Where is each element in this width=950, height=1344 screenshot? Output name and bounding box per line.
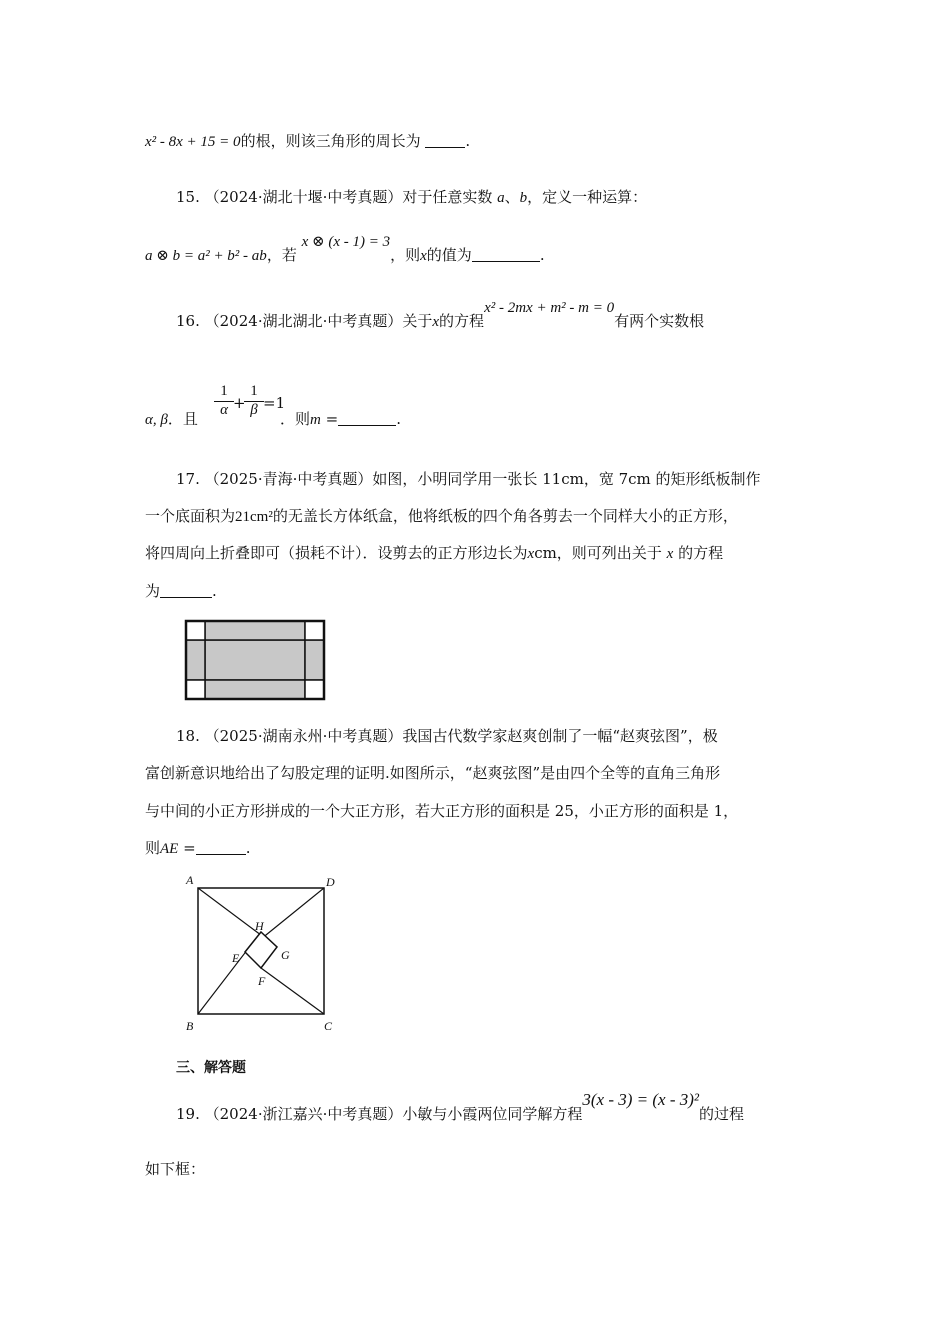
p17-line2 — [145, 505, 738, 528]
p17-corner-br — [305, 680, 324, 699]
p18-number: 18. — [176, 727, 200, 745]
p17-end: . — [212, 582, 217, 600]
p17-corner-tr — [305, 621, 324, 640]
p14-end: . — [465, 132, 471, 150]
p17-figure — [184, 619, 326, 701]
p17-line3 — [145, 542, 723, 565]
p14-answer-blank[interactable] — [425, 131, 465, 148]
p16-frac2-den: β — [250, 402, 258, 418]
p17-area: 21cm² — [235, 509, 273, 525]
p15-answer-blank[interactable] — [472, 245, 540, 262]
section3-title: 三、解答题 — [176, 1060, 246, 1076]
p18-line2: 富创新意识地给出了勾股定理的证明.如图所示，“赵爽弦图”是由四个全等的直角三角形 — [145, 764, 721, 782]
p17-text3c: 的方程 — [678, 544, 724, 562]
p18-line1 — [176, 725, 718, 747]
p16-fraction-1 — [214, 383, 234, 418]
p16-answer-blank[interactable] — [338, 409, 396, 426]
p18-end: . — [245, 839, 251, 857]
p18-line4 — [145, 837, 250, 860]
p18-label-f: F — [258, 974, 266, 988]
p15-condition: x ⊗ (x - 1) = 3 — [301, 234, 391, 250]
p16-ze: ．则 — [280, 410, 311, 428]
p19-line2: 如下框： — [145, 1160, 206, 1178]
p17-top-flap — [205, 621, 305, 640]
p16-number: 16. — [176, 312, 200, 330]
p16-line1 — [176, 300, 705, 333]
p15-ask1: ，则 — [390, 246, 421, 264]
p16-frac1-den: α — [220, 402, 228, 418]
p15-text2: ，定义一种运算： — [527, 188, 648, 206]
p17-left-flap — [186, 640, 205, 680]
p18-label-g: G — [281, 948, 290, 962]
p15-ruo: ，若 — [266, 246, 297, 264]
p15-sep: 、 — [504, 188, 520, 206]
p16-eqm: = — [325, 410, 339, 428]
p17-text1: 如图，小明同学用一张长 11cm，宽 7cm 的矩形纸板制作 — [372, 470, 761, 488]
p16-end: . — [396, 410, 401, 428]
p18-source: （2025·湖南永州·中考真题） — [204, 727, 403, 745]
p14-text: 的根，则该三角形的周长为 — [240, 132, 421, 150]
p17-text4: 为 — [145, 582, 161, 600]
p15-end: . — [539, 246, 545, 264]
p15-var-a: a — [497, 190, 505, 206]
p16-frac2-num: 1 — [250, 383, 258, 399]
p18-text4a: 则 — [145, 839, 161, 857]
p19-text1b: 的过程 — [699, 1105, 745, 1123]
p15-text1: 对于任意实数 — [402, 188, 493, 206]
p19-source: （2024·浙江嘉兴·中考真题） — [204, 1105, 403, 1123]
p19-text1: 小敏与小霞两位同学解方程 — [402, 1105, 583, 1123]
p16-roots: α, β — [145, 412, 168, 428]
p17-var-x2: x — [666, 546, 674, 562]
p19-number: 19. — [176, 1105, 200, 1123]
p15-number: 15. — [176, 188, 200, 206]
p15-definition: a ⊗ b = a² + b² - ab — [145, 248, 267, 264]
p17-corner-bl — [186, 680, 205, 699]
p18-line3: 与中间的小正方形拼成的一个大正方形，若大正方形的面积是 25，小正方形的面积是 1， — [145, 802, 739, 820]
p16-plus: + — [233, 394, 246, 412]
p17-line4 — [145, 580, 217, 602]
p18-figure — [182, 872, 342, 1034]
p18-eq: = — [183, 839, 196, 857]
p16-equation: x² - 2mx + m² - m = 0 — [484, 300, 615, 316]
p18-label-a: A — [186, 873, 194, 887]
p18-label-h: H — [255, 919, 264, 933]
p18-label-d: D — [326, 875, 335, 889]
p19-equation: 3(x - 3) = (x - 3)² — [582, 1090, 700, 1109]
p14-line — [145, 130, 470, 153]
p18-text1: 我国古代数学家赵爽创制了一幅“赵爽弦图”，极 — [402, 727, 718, 745]
p16-var-m: m — [310, 412, 321, 428]
p15-var-b: b — [519, 190, 528, 206]
p15-source: （2024·湖北十堰·中考真题） — [204, 188, 403, 206]
p17-text2b: 的无盖长方体纸盒，他将纸板的四个角各剪去一个同样大小的正方形， — [272, 507, 738, 525]
p18-small-square — [245, 932, 277, 968]
p16-eq1: =1 — [263, 394, 286, 412]
p17-answer-blank[interactable] — [160, 581, 212, 598]
p16-line2-tail — [280, 408, 401, 431]
p18-label-c: C — [324, 1019, 333, 1033]
p17-line1 — [176, 468, 761, 490]
p14-equation: x² - 8x + 15 = 0 — [145, 134, 241, 150]
p17-right-flap — [305, 640, 324, 680]
p15-line2 — [145, 234, 545, 267]
p16-line2 — [145, 408, 198, 431]
p15-line1 — [176, 186, 647, 209]
p16-text3: 有两个实数根 — [614, 312, 705, 330]
p15-var-x: x — [420, 248, 427, 264]
p16-text2: 的方程 — [439, 312, 485, 330]
p17-source: （2025·青海·中考真题） — [204, 470, 373, 488]
p17-number: 17. — [176, 470, 200, 488]
p16-source: （2024·湖北湖北·中考真题） — [204, 312, 403, 330]
p18-ae: AE — [160, 841, 179, 857]
p17-base-rect — [205, 640, 305, 680]
p17-bottom-flap — [205, 680, 305, 699]
p16-qie: ．且 — [167, 410, 198, 428]
p15-ask2: 的值为 — [426, 246, 472, 264]
p17-var-x1: x — [527, 546, 535, 562]
p16-var-x: x — [432, 314, 440, 330]
p18-label-e: E — [232, 951, 240, 965]
p17-text3a: 将四周向上折叠即可（损耗不计）．设剪去的正方形边长为 — [145, 544, 528, 562]
p18-label-b: B — [186, 1019, 194, 1033]
p16-fraction-2 — [244, 383, 264, 418]
p19-line1 — [176, 1090, 745, 1125]
p17-corner-tl — [186, 621, 205, 640]
p16-frac1-num: 1 — [220, 383, 228, 399]
p18-line-cf — [261, 968, 324, 1014]
p17-text2a: 一个底面积为 — [145, 507, 236, 525]
p16-text1: 关于 — [402, 312, 433, 330]
p18-answer-blank[interactable] — [196, 838, 246, 855]
p17-text3b: cm，则可列出关于 — [534, 544, 662, 562]
